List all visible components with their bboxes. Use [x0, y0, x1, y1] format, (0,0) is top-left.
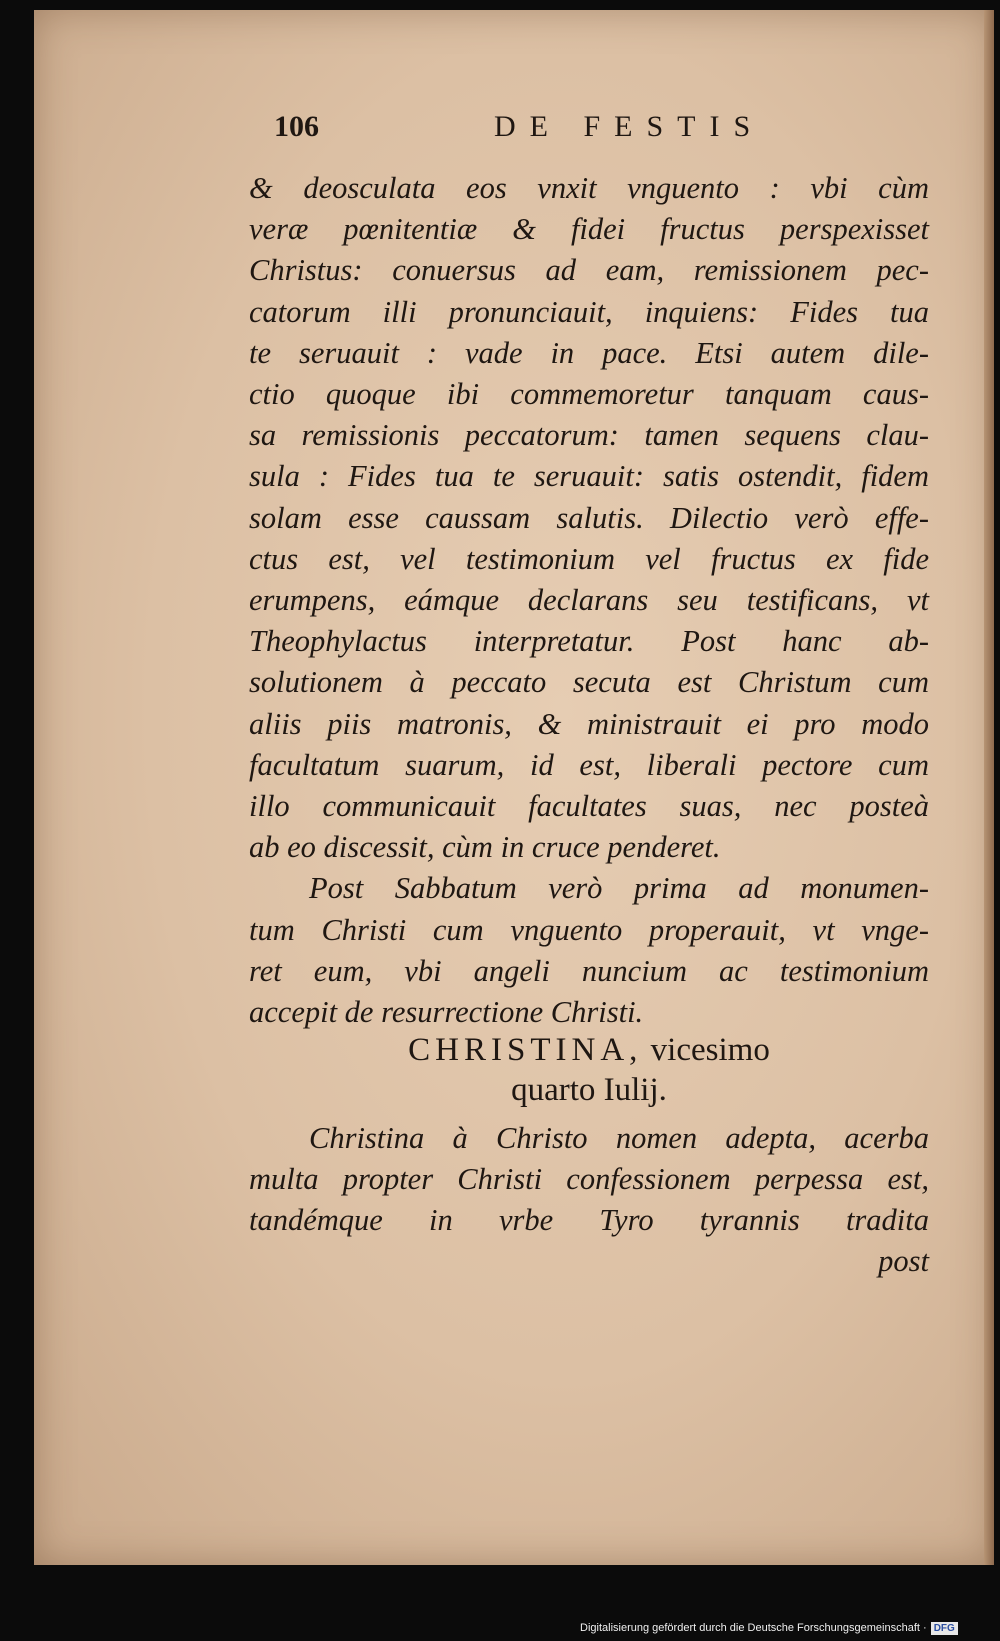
- running-title: DE FESTIS: [494, 110, 765, 143]
- running-head: [274, 110, 834, 150]
- text-line: te seruauit : vade in pace. Etsi autem dile-: [249, 335, 929, 370]
- text-line: ab eo discessit, cùm in cruce penderet.: [249, 830, 721, 865]
- text-line: Christus: conuersus ad eam, remissionem pec-: [249, 253, 929, 288]
- text-line: illo communicauit facultates suas, nec posteà: [249, 789, 929, 824]
- text-line: Post Sabbatum verò prima ad monumen-: [309, 871, 929, 906]
- page-number: 106: [274, 110, 319, 143]
- book-page: [34, 10, 994, 1565]
- text-line: tum Christi cum vnguento properauit, vt vnge-: [249, 912, 929, 947]
- text-line: ctus est, vel testimonium vel fructus ex fide: [249, 541, 929, 576]
- dfg-logo: DFG: [931, 1622, 958, 1635]
- heading-saint-name: CHRISTINA,: [408, 1032, 643, 1068]
- text-line: Christina à Christo nomen adepta, acerba: [309, 1121, 929, 1155]
- footer-text: Digitalisierung gefördert durch die Deutsche Forschungsgemeinschaft ·: [580, 1622, 927, 1634]
- section-heading: [249, 1030, 929, 1110]
- footer-credit: [580, 1620, 958, 1636]
- text-line: ret eum, vbi angeli nuncium ac testimonium: [249, 953, 929, 988]
- text-line: veræ pœnitentiæ & fidei fructus perspexisset: [249, 212, 929, 247]
- body-text-top: [249, 168, 929, 1033]
- heading-date-part: vicesimo: [642, 1032, 770, 1068]
- heading-line-1: [249, 1030, 929, 1070]
- text-line: sula : Fides tua te seruauit: satis ostendit, fidem: [249, 459, 929, 494]
- text-line: facultatum suarum, id est, liberali pectore cum: [249, 747, 929, 782]
- page-edge: [984, 10, 994, 1565]
- text-line: catorum illi pronunciauit, inquiens: Fides tua: [249, 294, 929, 329]
- text-line: solam esse caussam salutis. Dilectio verò effe-: [249, 500, 929, 535]
- text-line: & deosculata eos vnxit vnguento : vbi cùm: [249, 171, 929, 205]
- text-line: erumpens, eámque declarans seu testificans, vt: [249, 583, 929, 618]
- text-line: sa remissionis peccatorum: tamen sequens clau-: [249, 418, 929, 453]
- text-line: Theophylactus interpretatur. Post hanc ab-: [249, 624, 929, 659]
- text-line: aliis piis matronis, & ministrauit ei pro modo: [249, 706, 929, 741]
- catchword: post: [878, 1244, 929, 1278]
- text-line: tandémque in vrbe Tyro tyrannis tradita: [249, 1203, 929, 1237]
- text-line: ctio quoque ibi commemoretur tanquam caus-: [249, 377, 929, 412]
- text-line: solutionem à peccato secuta est Christum cum: [249, 665, 929, 700]
- text-line: multa propter Christi confessionem perpessa est,: [249, 1162, 929, 1196]
- text-line: accepit de resurrectione Christi.: [249, 995, 644, 1030]
- heading-line-2: quarto Iulij.: [511, 1072, 667, 1108]
- body-text-bottom: [249, 1118, 929, 1282]
